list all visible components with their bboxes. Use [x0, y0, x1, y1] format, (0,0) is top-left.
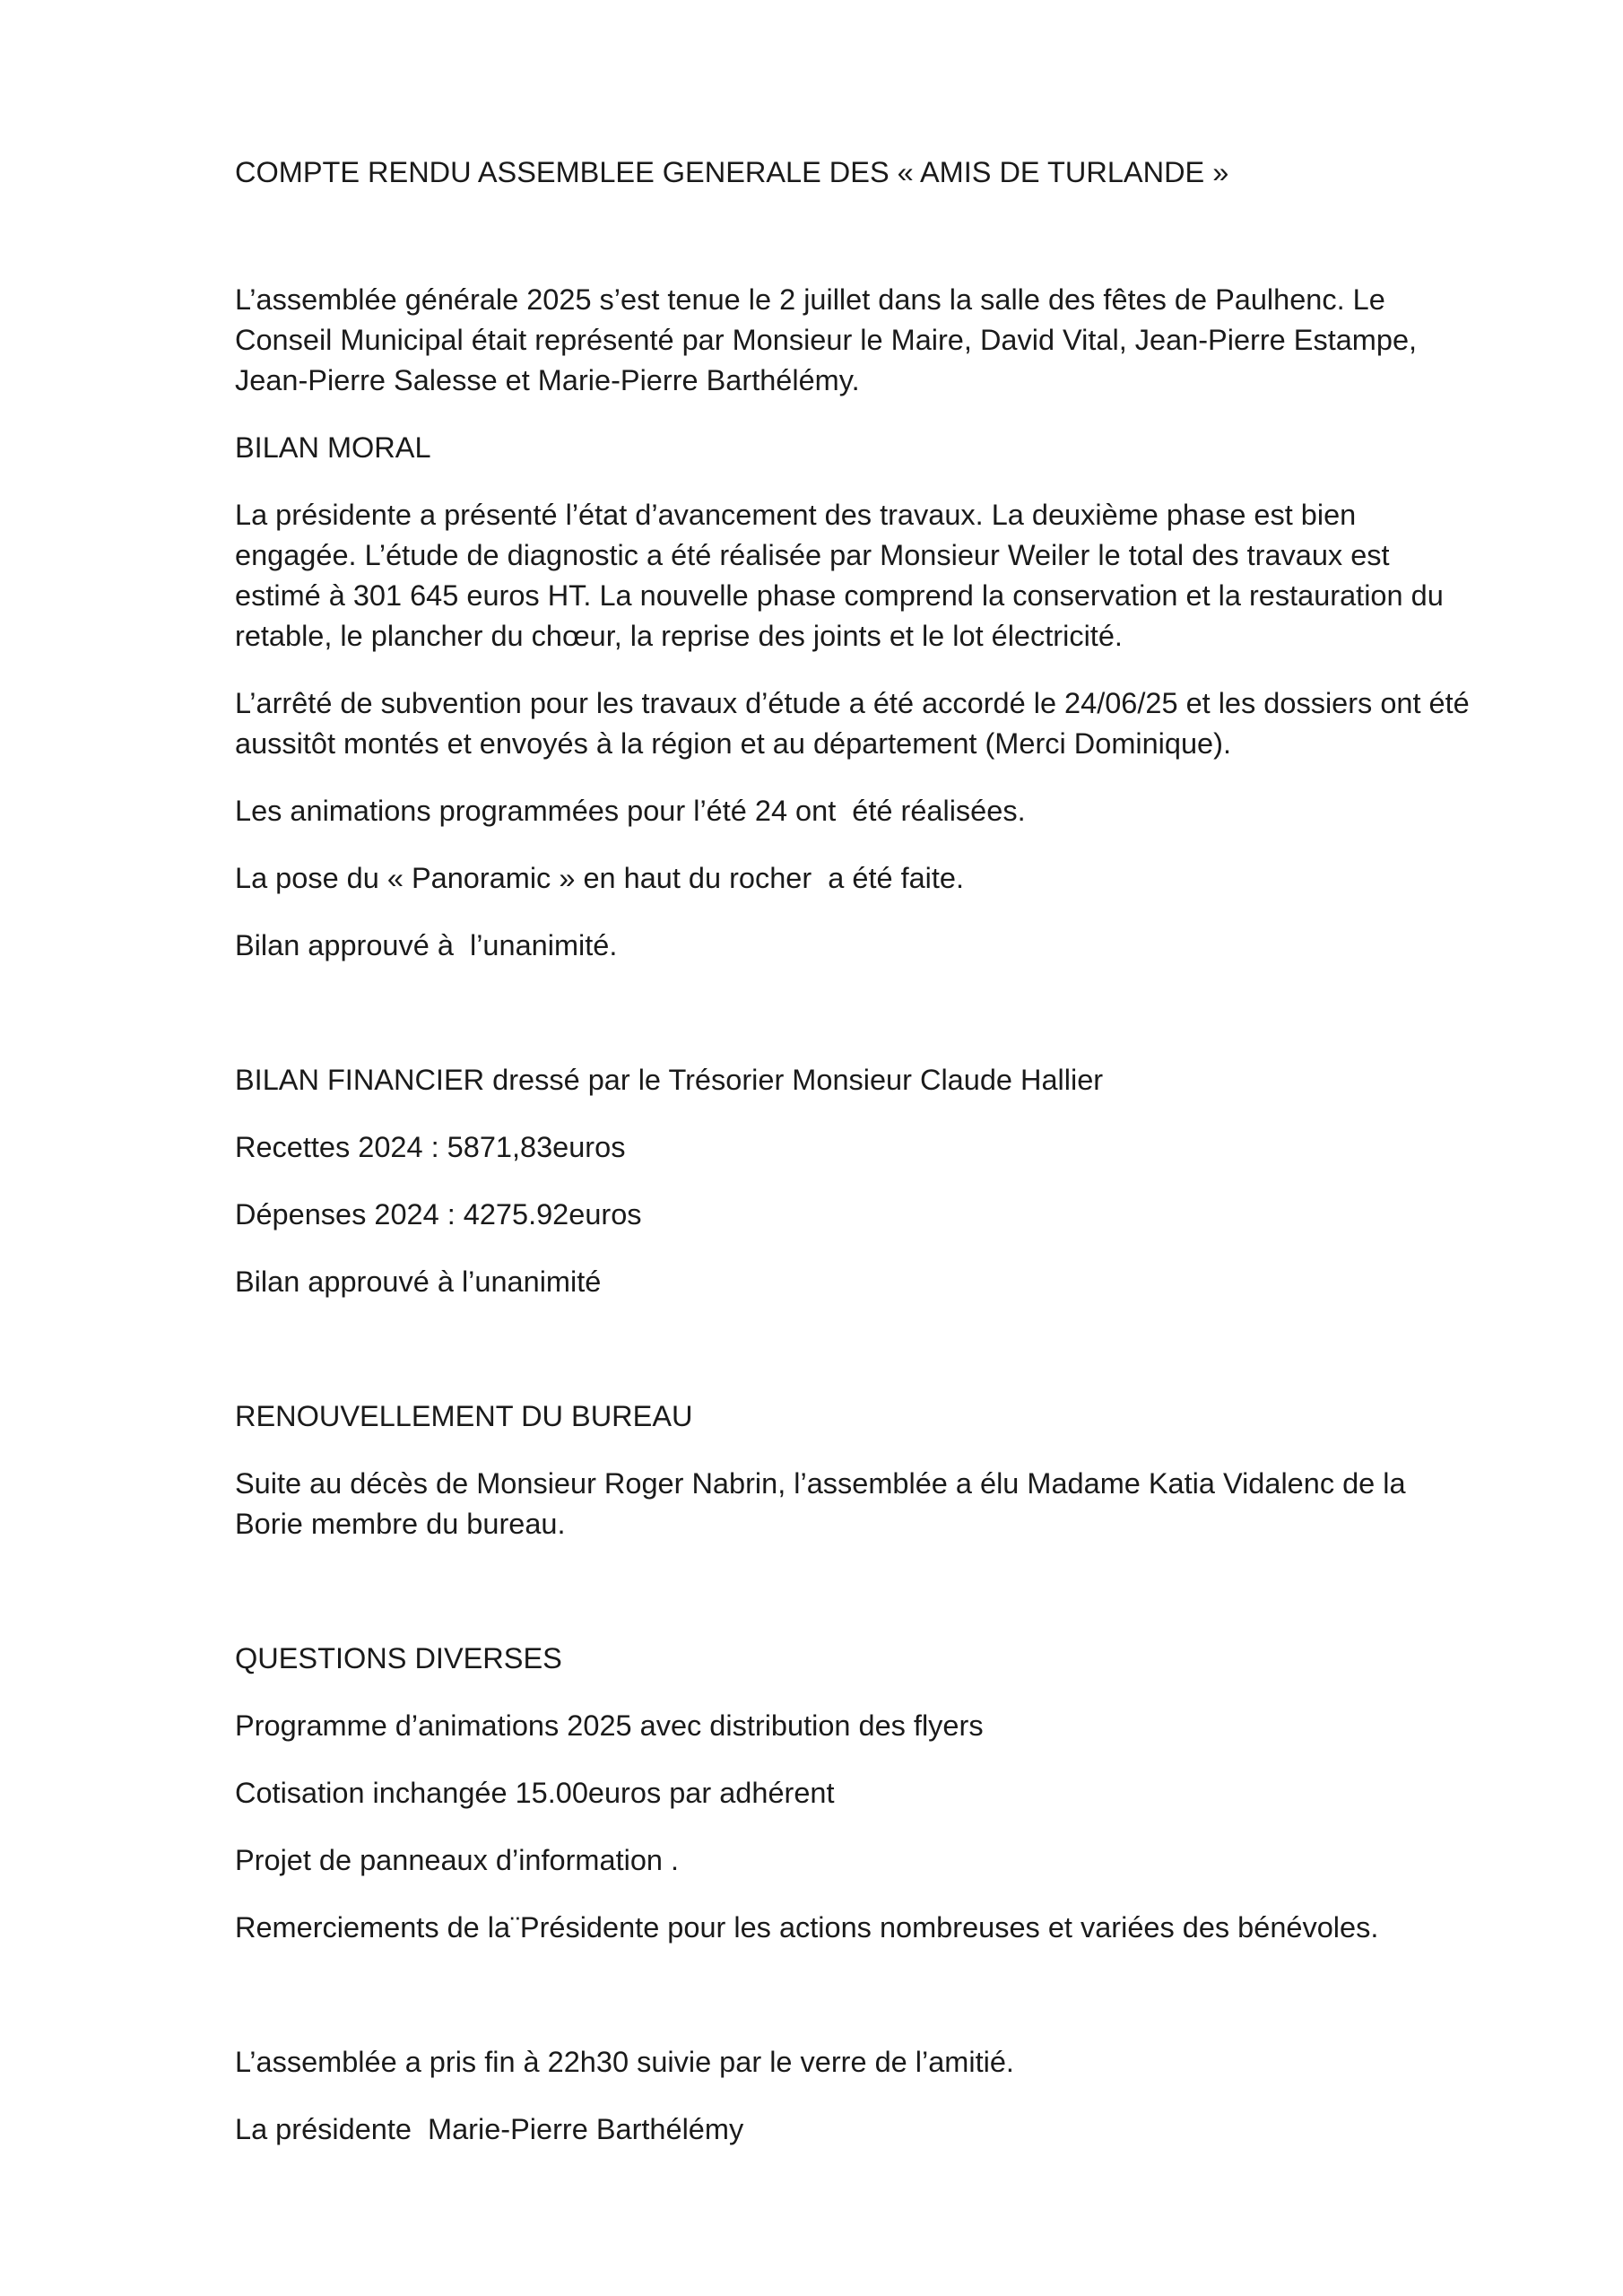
bilan-moral-paragraph-1 [235, 495, 1544, 657]
paragraph-line: engagée. L’étude de diagnostic a été réalisée par Monsieur Weiler le total des travaux est [235, 539, 1390, 571]
closing-line: L’assemblée a pris fin à 22h30 suivie par le verre de l’amitié. [235, 2046, 1014, 2078]
document-title: COMPTE RENDU ASSEMBLEE GENERALE DES « AMIS DE TURLANDE » [235, 156, 1229, 188]
depenses-line: Dépenses 2024 : 4275.92euros [235, 1198, 642, 1231]
question-item: Programme d’animations 2025 avec distribution des flyers [235, 1709, 984, 1742]
bilan-financier-approval: Bilan approuvé à l’unanimité [235, 1265, 602, 1298]
bilan-moral-paragraph-2 [235, 683, 1544, 764]
paragraph-line: estimé à 301 645 euros HT. La nouvelle phase comprend la conservation et la restauration du [235, 579, 1444, 612]
paragraph-line: aussitôt montés et envoyés à la région et au département (Merci Dominique). [235, 727, 1231, 760]
renouvellement-heading: RENOUVELLEMENT DU BUREAU [235, 1400, 693, 1432]
intro-line: Jean-Pierre Salesse et Marie-Pierre Barthélémy. [235, 364, 860, 396]
paragraph-line: La présidente a présenté l’état d’avancement des travaux. La deuxième phase est bien [235, 499, 1357, 531]
paragraph-line: L’arrêté de subvention pour les travaux d’étude a été accordé le 24/06/25 et les dossiers ont été [235, 687, 1470, 719]
intro-line: Conseil Municipal était représenté par Monsieur le Maire, David Vital, Jean-Pierre Estampe, [235, 324, 1418, 356]
bilan-moral-paragraph-3: Les animations programmées pour l’été 24 ont été réalisées. [235, 795, 1026, 827]
paragraph-line: Suite au décès de Monsieur Roger Nabrin, l’assemblée a élu Madame Katia Vidalenc de la [235, 1467, 1406, 1500]
question-item: Remerciements de la¨Présidente pour les actions nombreuses et variées des bénévoles. [235, 1911, 1379, 1944]
signature-line: La présidente Marie-Pierre Barthélémy [235, 2113, 744, 2145]
paragraph-line: Borie membre du bureau. [235, 1508, 566, 1540]
question-item: Cotisation inchangée 15.00euros par adhérent [235, 1777, 835, 1809]
intro-paragraph [235, 280, 1544, 401]
question-item: Projet de panneaux d’information . [235, 1844, 680, 1876]
questions-heading: QUESTIONS DIVERSES [235, 1642, 562, 1674]
renouvellement-paragraph [235, 1464, 1544, 1544]
bilan-moral-heading: BILAN MORAL [235, 431, 431, 464]
paragraph-line: retable, le plancher du chœur, la reprise des joints et le lot électricité. [235, 620, 1123, 652]
bilan-moral-paragraph-4: La pose du « Panoramic » en haut du rocher a été faite. [235, 862, 965, 894]
intro-line: L’assemblée générale 2025 s’est tenue le 2 juillet dans la salle des fêtes de Paulhenc. Le [235, 283, 1385, 316]
recettes-line: Recettes 2024 : 5871,83euros [235, 1131, 626, 1163]
bilan-moral-approval: Bilan approuvé à l’unanimité. [235, 929, 618, 961]
document-page [235, 152, 1544, 2150]
bilan-financier-heading: BILAN FINANCIER dressé par le Trésorier Monsieur Claude Hallier [235, 1064, 1104, 1096]
